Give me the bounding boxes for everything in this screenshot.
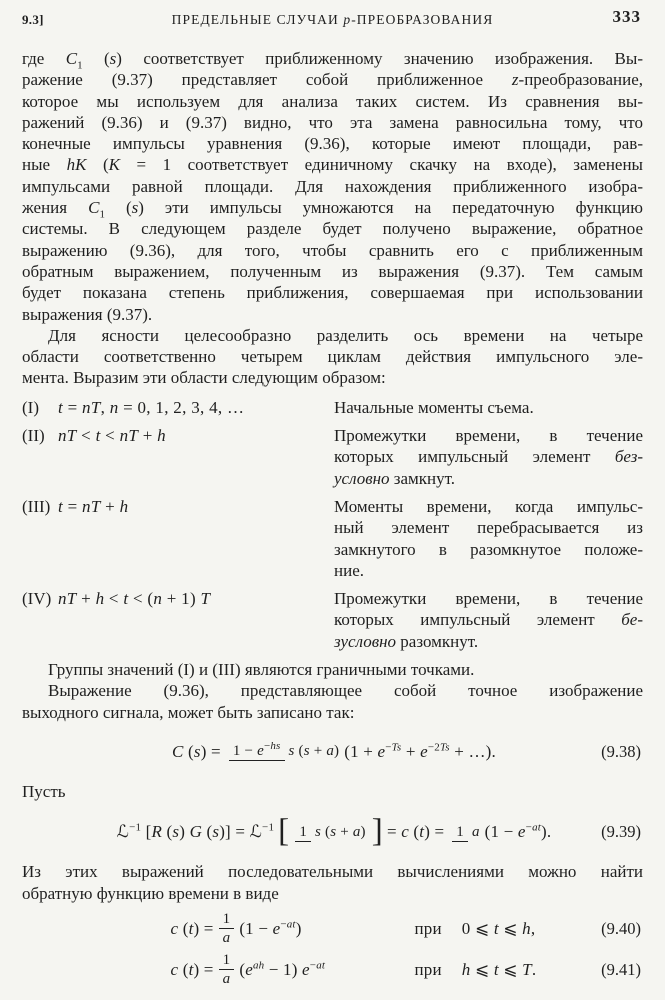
- text-line: которое мы используем для анализа таких систем. Из сравнения вы-: [22, 91, 643, 111]
- formula: [114, 812, 552, 849]
- item-description: [334, 496, 643, 581]
- list-item-1: [22, 397, 643, 418]
- text-line: выражения (9.37).: [22, 304, 153, 324]
- equation-number: (9.38): [601, 741, 641, 761]
- formula-part: [171, 952, 415, 988]
- fraction: [295, 824, 365, 841]
- formula: [171, 911, 611, 947]
- formula-part: $(1 - e^{-at})$.: [484, 821, 552, 842]
- list-item-2: [22, 425, 643, 489]
- text-line: системы. В следующем разделе будет получено выражение, обратное: [22, 219, 643, 239]
- text-line: выходного сигнала, может быть записано так:: [22, 702, 355, 722]
- equation-number: (9.41): [601, 959, 641, 979]
- text-line: которых импульсный элемент бе-: [334, 610, 643, 630]
- text-line: жения $C_1$ (s) эти импульсы умножаются на передаточную функцию: [22, 198, 643, 221]
- text-line: Начальные моменты съема.: [334, 397, 534, 417]
- text-line: которых импульсный элемент без-: [334, 447, 643, 467]
- text-line: импульсами равной площади. Для нахождения приближенного изобра-: [22, 176, 643, 196]
- item-description: [334, 397, 643, 418]
- right-bracket: ]: [371, 812, 383, 849]
- formula-part: $(1 - e^{-at})$: [239, 918, 302, 938]
- formula-part: = c (t) =: [386, 822, 445, 842]
- paragraph-4: [22, 680, 643, 723]
- text-line: ный элемент перебрасывается из: [334, 518, 643, 538]
- fraction: [229, 740, 340, 760]
- text-line: Группы значений (I) и (III) являются граничными точками.: [48, 660, 475, 680]
- denominator: a: [471, 823, 480, 840]
- text-line: выражению (9.36), для того, чтобы сравнить его с приближенным: [22, 240, 643, 260]
- list-item-3: [22, 496, 643, 581]
- text-line: Выражение (9.36), представляющее собой точное изображение: [48, 681, 643, 701]
- item-description: [334, 588, 643, 652]
- text-line: ражений (9.36) и (9.37) видно, что эта замена равносильна тому, что: [22, 112, 643, 132]
- denominator: s (s + a): [315, 823, 366, 840]
- text-line: Промежутки времени, в течение: [334, 589, 643, 609]
- equation-9-39: [22, 807, 643, 857]
- item-formula: t = nT + h: [58, 496, 129, 516]
- equation-9-41: [22, 951, 643, 989]
- formula-part: [171, 911, 415, 947]
- text-line: замкнутого в разомкнутое положе-: [334, 539, 643, 559]
- paragraph-2: [22, 325, 643, 389]
- condition-word: при: [414, 959, 442, 979]
- text-line: Пусть: [22, 781, 66, 801]
- paragraph-3: [22, 659, 643, 680]
- fraction: [219, 911, 235, 947]
- page-number: 333: [612, 7, 641, 26]
- item-label: (IV): [22, 589, 52, 609]
- text-line: зусловно разомкнут.: [334, 631, 479, 651]
- item-label: (I): [22, 397, 39, 417]
- formula-part: ℒ$^{-1}$ [R (s) G (s)] = ℒ$^{-1}$: [116, 821, 275, 842]
- formula-part: $(e^{ah} - 1)$ $e^{-at}$: [239, 959, 326, 979]
- section-number: 9.3]: [22, 12, 44, 27]
- text-line: области соответственно четырем циклам действия импульсного эле-: [22, 347, 643, 367]
- text-line: ние.: [334, 560, 364, 580]
- item-formula: t = nT, n = 0, 1, 2, 3, 4, …: [58, 397, 245, 417]
- paragraph-5: [22, 781, 643, 802]
- fraction: [452, 824, 479, 841]
- condition: h ⩽ t ⩽ T.: [461, 959, 537, 979]
- numerator: $1 - e^{-hs}$: [229, 743, 285, 761]
- list-item-4: [22, 588, 643, 652]
- page-body: [22, 48, 643, 989]
- condition-word: при: [414, 918, 442, 938]
- equation-number: (9.40): [601, 918, 641, 938]
- running-title: ПРЕДЕЛЬНЫЕ СЛУЧАИ p-ПРЕОБРАЗОВАНИЯ: [171, 12, 494, 27]
- equation-9-38: [22, 729, 643, 775]
- item-formula: nT < t < nT + h: [58, 426, 166, 446]
- running-header: [0, 0, 665, 44]
- text-line: ражение (9.37) представляет собой приближенное z-преобразование,: [22, 70, 643, 90]
- left-bracket: [: [278, 812, 290, 849]
- paragraph-1: [22, 48, 643, 325]
- fraction: [219, 952, 235, 988]
- numerator: 1: [452, 824, 468, 842]
- equation-number: (9.39): [601, 822, 641, 842]
- numerator: 1: [295, 824, 311, 842]
- text-line: Промежутки времени, в течение: [334, 426, 643, 446]
- text-line: Для ясности целесообразно разделить ось времени на четыре: [48, 325, 643, 345]
- formula-part: ($1 + e^{-Ts} + e^{-2Ts}$ + …).: [344, 741, 496, 761]
- condition: 0 ⩽ t ⩽ h,: [461, 918, 536, 938]
- text-line: Из этих выражений последовательными вычислениями можно найти: [22, 862, 643, 882]
- item-formula: nT + h < t < (n + 1) T: [58, 589, 211, 609]
- text-line: обратным выражением, полученным из выражения (9.37). Тем самым: [22, 261, 643, 281]
- text-line: ные hK (K = 1 соответствует единичному скачку на входе), заменены: [22, 155, 643, 175]
- numerator: 1: [219, 952, 235, 971]
- paragraph-6: [22, 861, 643, 904]
- time-regions-list: [22, 397, 643, 652]
- denominator: a: [222, 971, 231, 988]
- denominator: a: [222, 930, 231, 947]
- formula-part: c (t) =: [170, 959, 214, 979]
- text-line: будет показана степень приближения, совершаемая при использовании: [22, 283, 643, 303]
- text-line: условно замкнут.: [334, 468, 456, 488]
- item-description: [334, 425, 643, 489]
- denominator: s (s + a): [288, 743, 340, 760]
- formula: [169, 742, 496, 762]
- item-label: (II): [22, 426, 45, 446]
- text-line: Моменты времени, когда импульс-: [334, 496, 643, 516]
- text-line: мента. Выразим эти области следующим образом:: [22, 368, 386, 388]
- formula-part: c (t) =: [170, 918, 214, 938]
- equation-9-40: [22, 910, 643, 948]
- text-line: где $C_1$ (s) соответствует приближенному значению изображения. Вы-: [22, 49, 643, 72]
- item-label: (III): [22, 496, 51, 516]
- numerator: 1: [219, 911, 235, 930]
- text-line: обратную функцию времени в виде: [22, 883, 279, 903]
- formula: [171, 952, 611, 988]
- formula-part: C (s) =: [172, 741, 221, 761]
- text-line: конечные импульсы уравнения (9.36), которые имеют площади, рав-: [22, 134, 643, 154]
